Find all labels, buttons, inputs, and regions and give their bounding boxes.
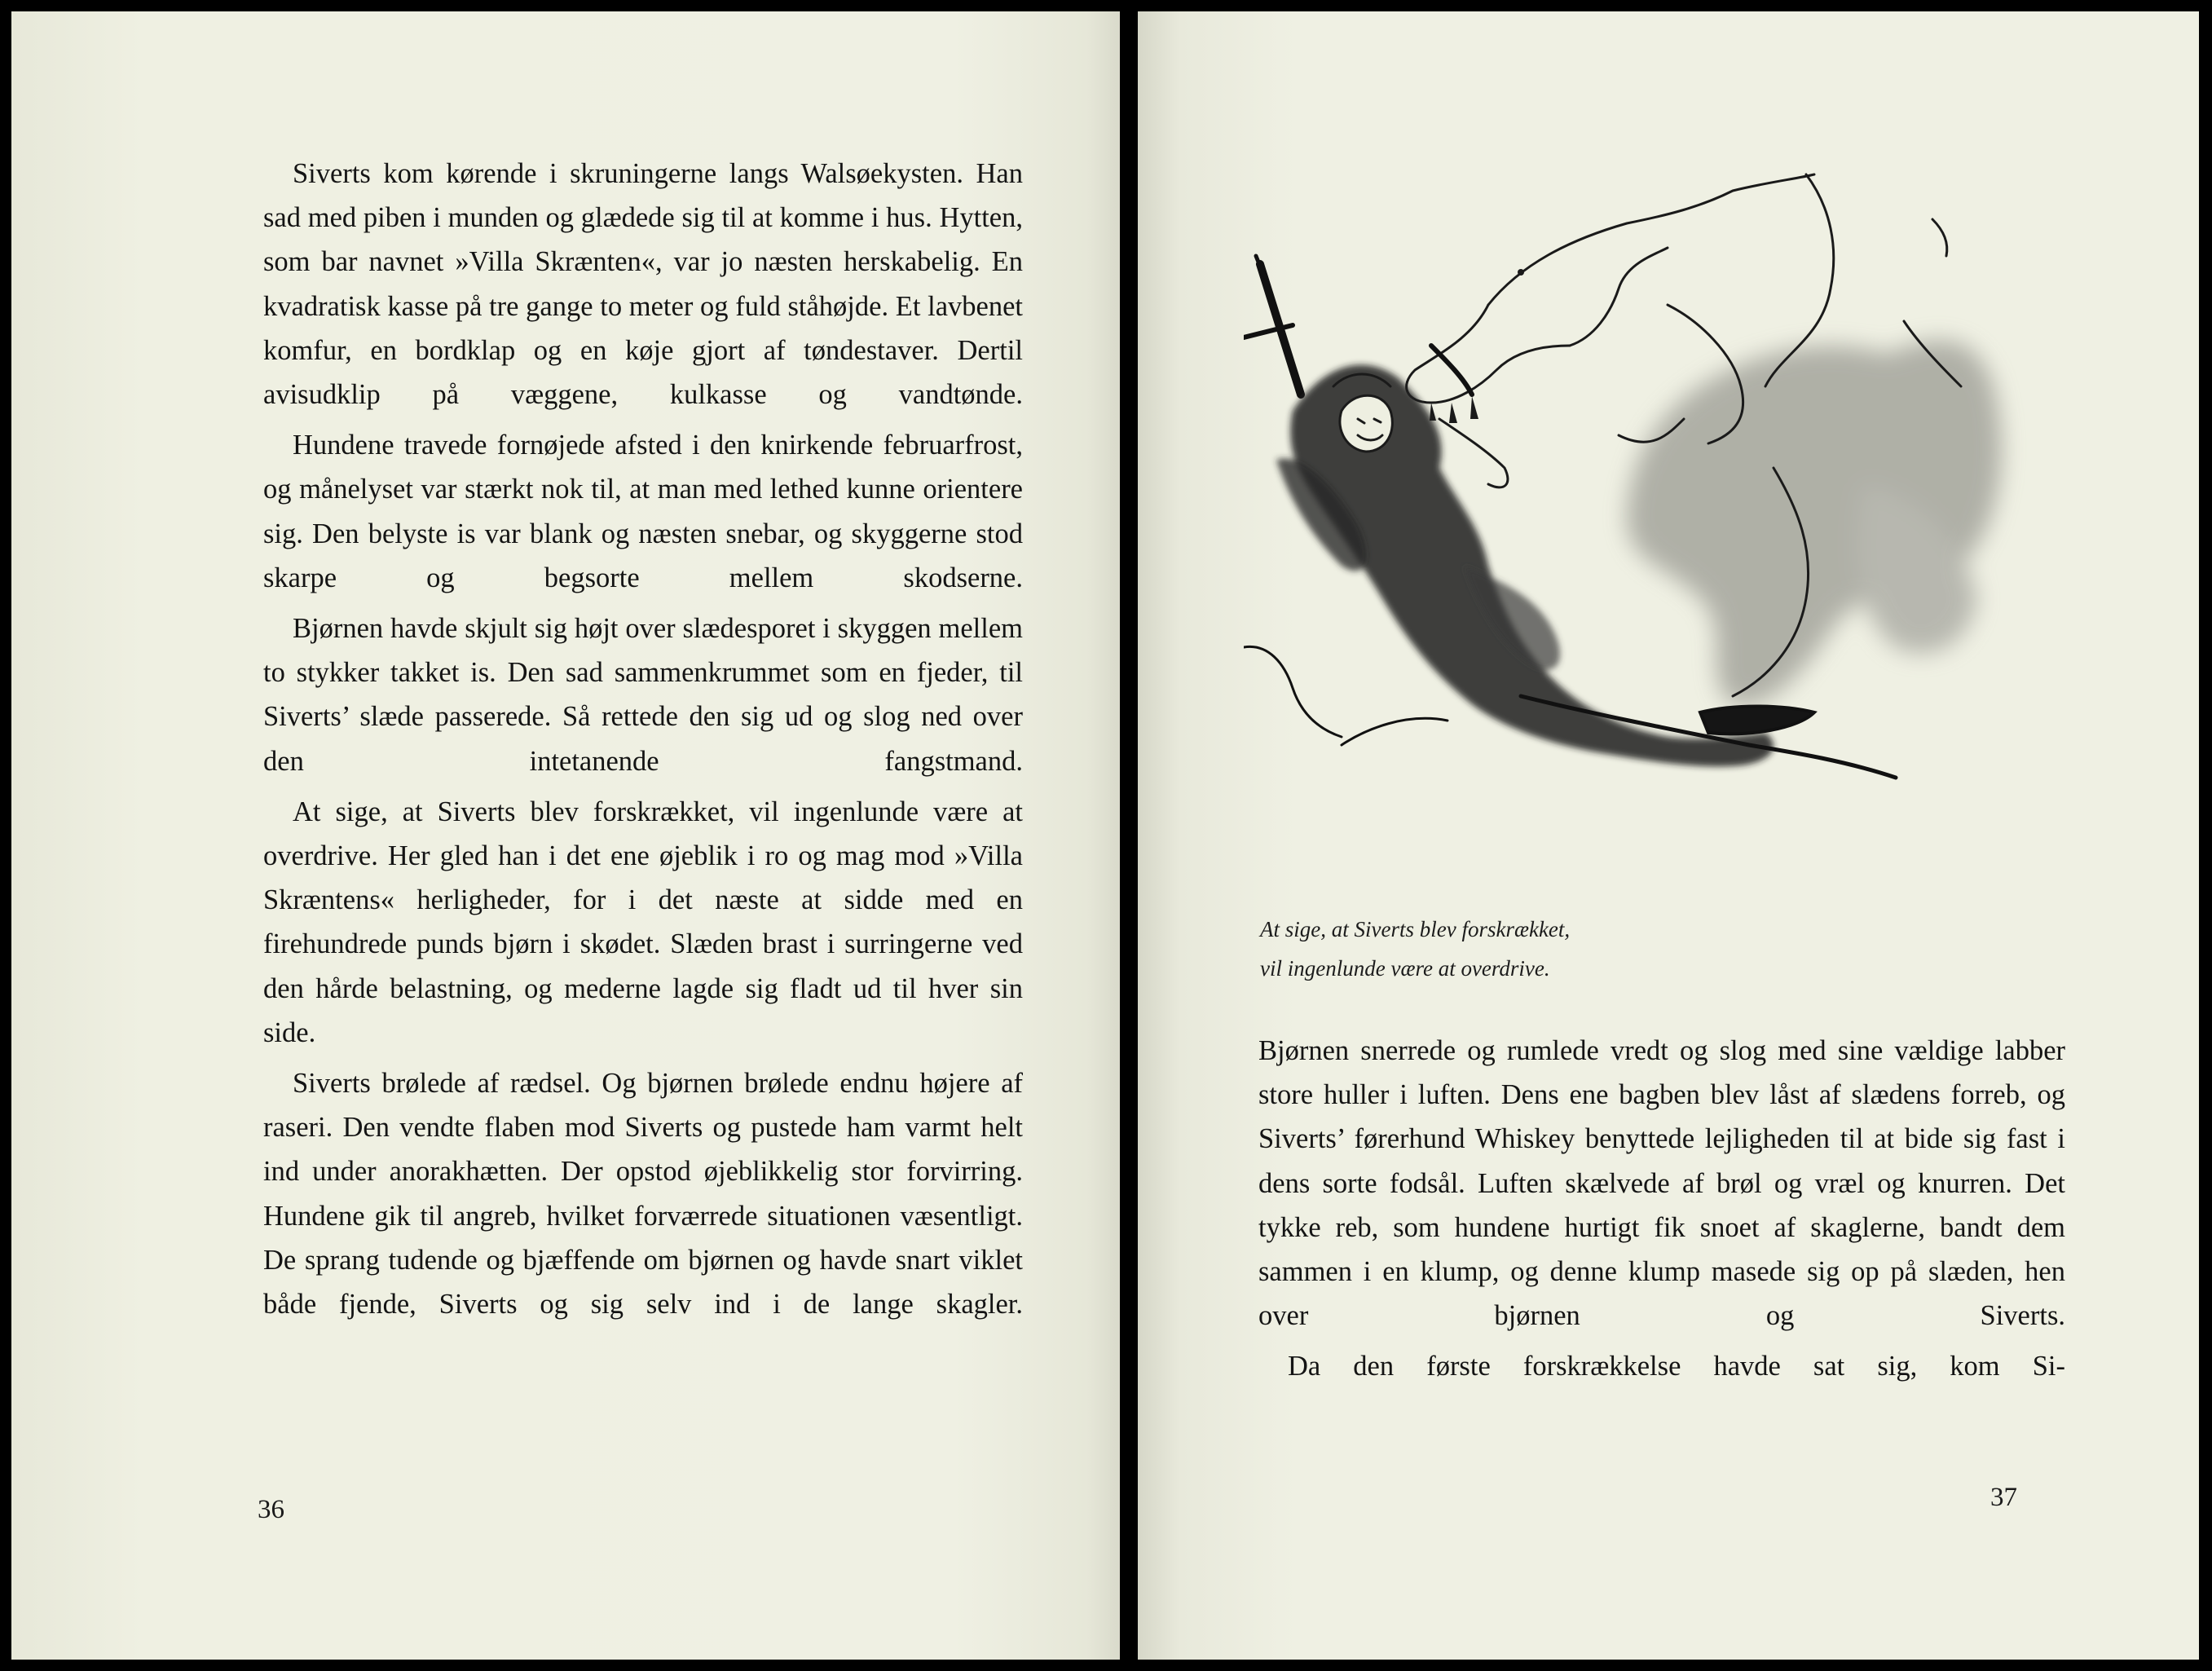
left-page-text [263,152,1023,1326]
right-page-text [1258,1029,2065,1389]
paragraph: Bjørnen snerrede og rumlede vredt og slog med sine vældige labber store huller i luften. Dens ene bagben blev låst af slædens forreb, og Siverts’ førerhund Whiskey benyttede lejligheden til at bide sig fast i dens sorte fodsål. Luften skælvede af brøl og vræl og knurren. Det tykke reb, som hundene hurtigt fik snoet af skaglerne, bandt dem sammen i en klump, og denne klump masede sig op på slæden, hen over bjørnen og Siverts. [1258,1035,2065,1332]
caption-line: vil ingenlunde være at overdrive. [1260,956,1550,981]
paragraph: Siverts brølede af rædsel. Og bjørnen brølede endnu højere af raseri. Den vendte flaben mod Siverts og pustede ham varmt helt ind under anorakhætten. Der opstod øjeblikkelig stor forvirring. Hundene gik til angreb, hvilket forværrede situationen væsentligt. De sprang tudende og bjæffende om bjørnen og havde snart viklet både fjende, Siverts og sig selv ind i de lange skagler. [263,1068,1023,1320]
paragraph: At sige, at Siverts blev forskrækket, vil ingenlunde være at overdrive. Her gled han i det ene øjeblik i ro og mag mod »Villa Skræntens« herligheder, for i det næste at sidde med en firehundrede punds bjørn i skødet. Slæden brast i surringerne ved den hårde belastning, og mederne lagde sig fladt ud til hver sin side. [263,796,1023,1048]
gutter [1120,0,1138,1671]
paragraph: Hundene travede fornøjede afsted i den knirkende februarfrost, og månelyset var stærkt nok til, at man med lethed kunne orientere sig. Den belyste is var blank og næsten snebar, og skyggerne stod skarpe og begsorte mellem skodserne. [263,430,1023,593]
left-page [11,11,1120,1660]
paragraph: Bjørnen havde skjult sig højt over slædesporet i skyggen mellem to stykker takket is. Den sad sammenkrummet som en fjeder, til Siverts’ slæde passerede. Så rettede den sig ud og slog ned over den intetanende fangstmand. [263,613,1023,777]
page-number-left: 36 [258,1495,284,1524]
illustration-caption [1260,910,1912,988]
paragraph: Siverts kom kørende i skruningerne langs Walsøekysten. Han sad med piben i munden og glædede sig til at komme i hus. Hytten, som bar navnet »Villa Skrænten«, var jo næsten herskabelig. En kvadratisk kasse på tre gange to meter og fuld ståhøjde. Et lavbenet komfur, en bordklap og en køje gjort af tøndestaver. Dertil avisudklip på væggene, kulkasse og vandtønde. [263,158,1023,411]
right-page [1138,11,2199,1660]
bear-attack-illustration [1244,142,2100,843]
paragraph: Da den første forskrækkelse havde sat sig, kom Si- [1288,1351,2065,1382]
page-number-right: 37 [1990,1483,2017,1512]
caption-line: At sige, at Siverts blev forskrækket, [1260,917,1571,941]
